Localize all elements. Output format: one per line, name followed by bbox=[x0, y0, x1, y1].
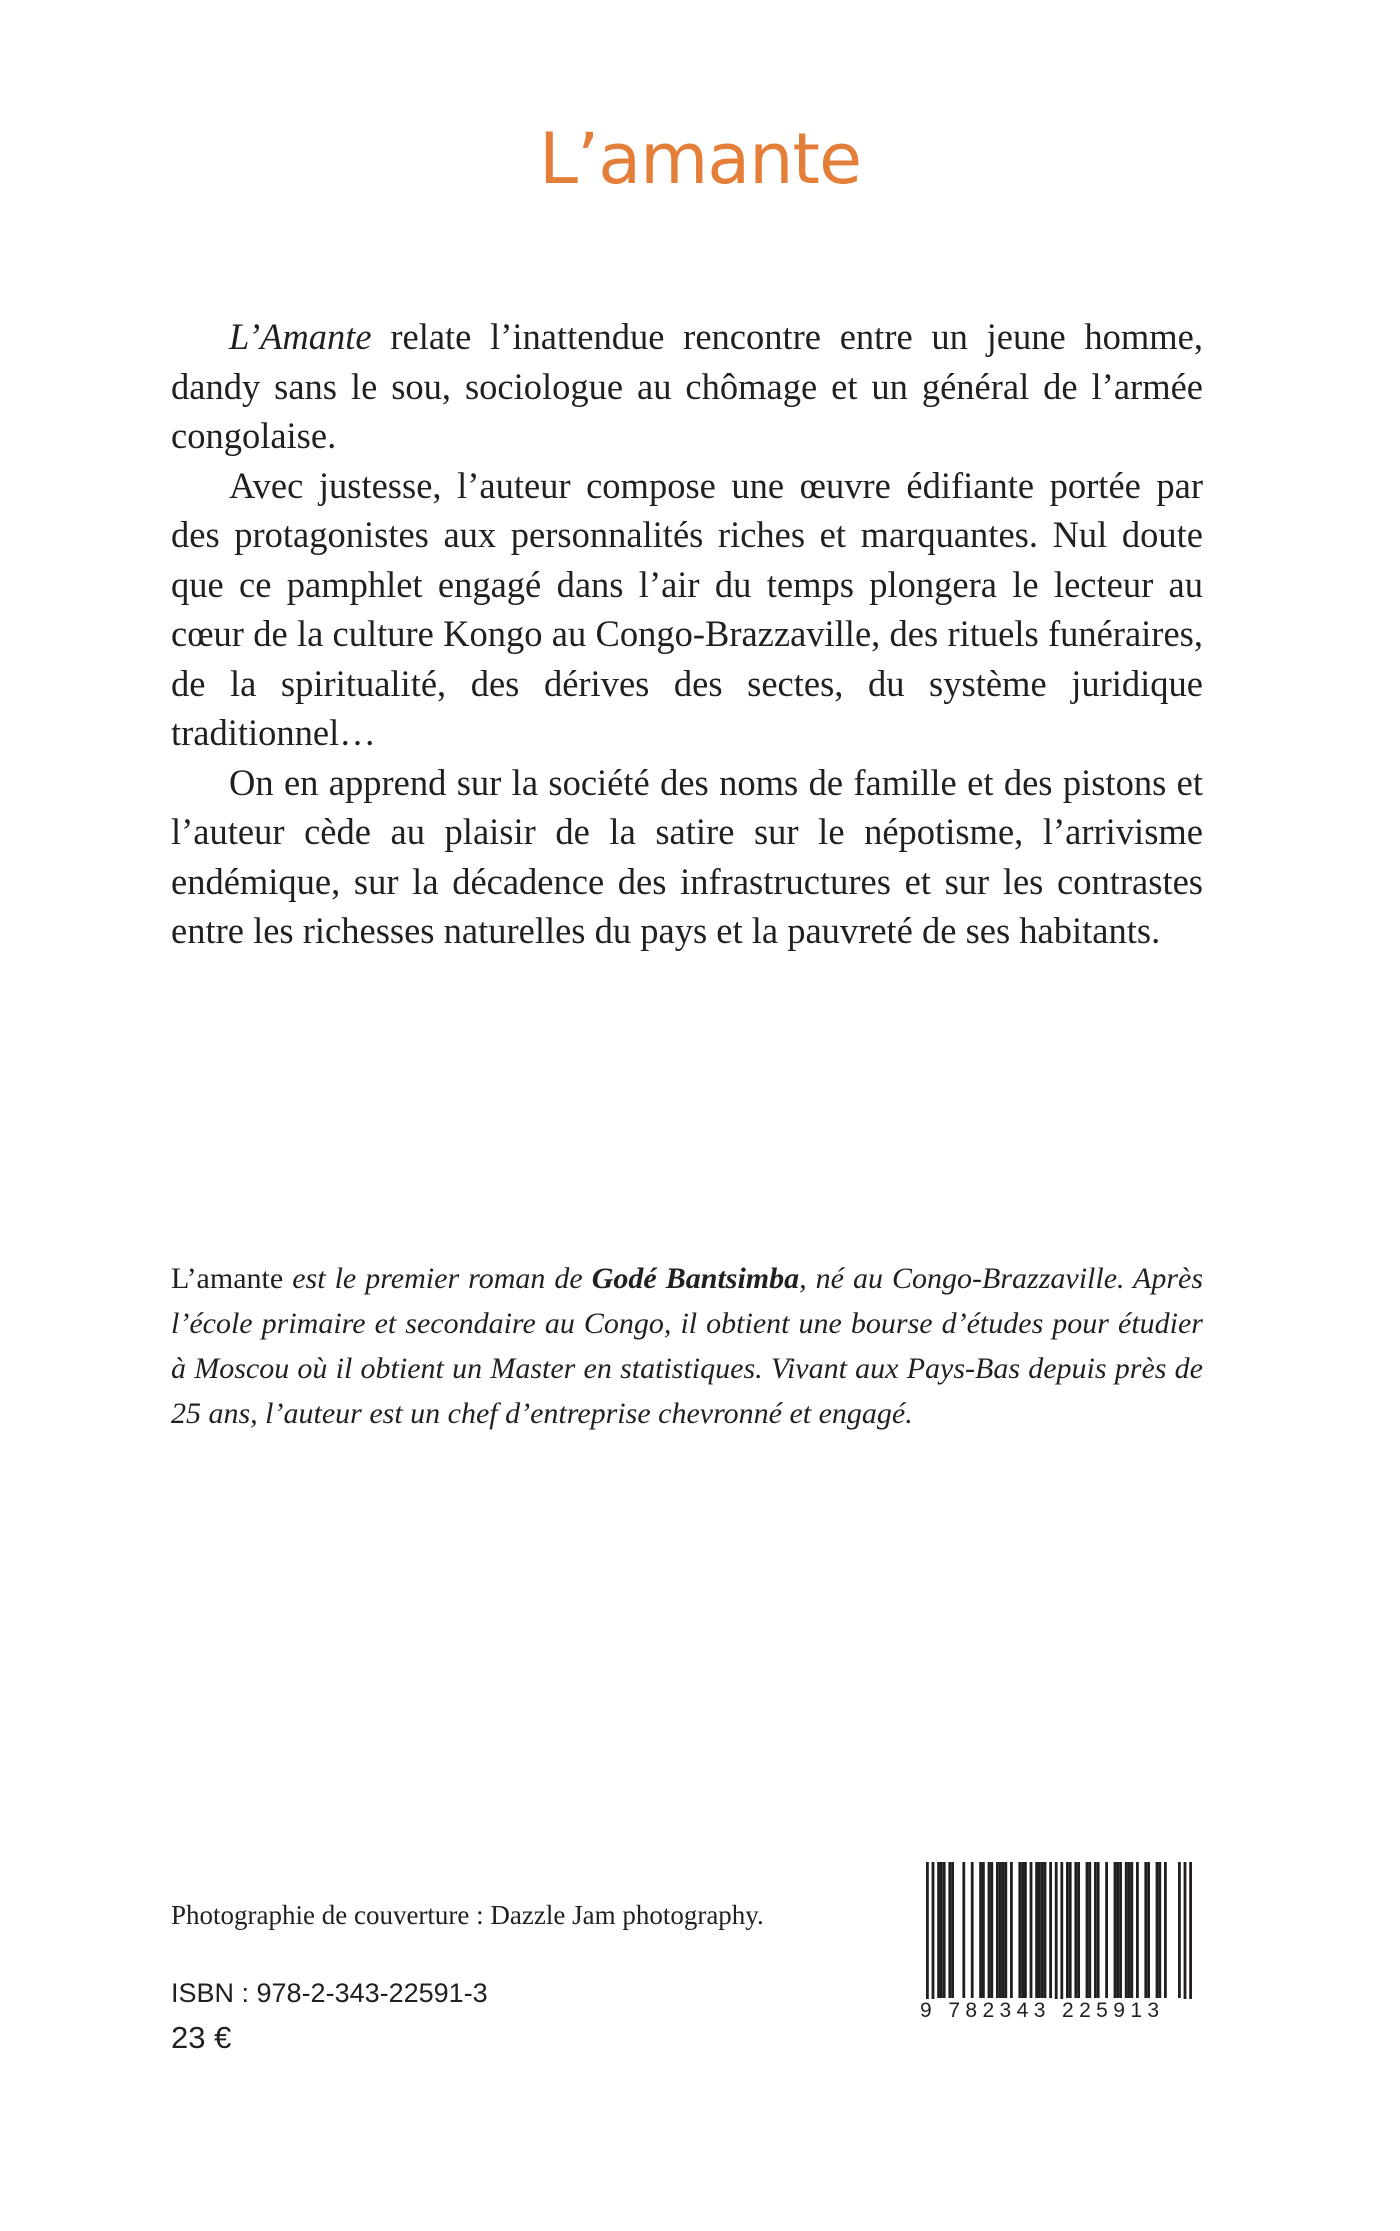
barcode-bar bbox=[971, 1862, 974, 1998]
author-bio-text-2: , né au Congo-Brazzaville. Après l’école primaire et secondaire au Congo, il obtient une bourse d’études pour étudier à Moscou où il obtient un Master en statistiques. Vivant aux Pays-Bas depuis près de 25 ans, l’auteur est un chef d’entreprise chevronné et engagé. bbox=[171, 1262, 1204, 1430]
author-bio-book-title: L’amante bbox=[171, 1262, 284, 1295]
barcode-bar bbox=[948, 1862, 951, 1998]
barcode-bar bbox=[1002, 1862, 1005, 1998]
summary-paragraph-1-text: relate l’inattendue rencontre entre un jeune homme, dandy sans le sou, sociologue au chômage et un général de l’armée congolaise. bbox=[171, 316, 1203, 456]
barcode-bar bbox=[1164, 1862, 1167, 1998]
author-name: Godé Bantsimba bbox=[591, 1262, 800, 1295]
book-title: L’amante bbox=[538, 118, 862, 200]
barcode-bar bbox=[1116, 1862, 1119, 1998]
barcode-bar bbox=[937, 1862, 940, 1998]
barcode bbox=[906, 1860, 1196, 2034]
barcode-bar bbox=[1178, 1862, 1181, 1998]
barcode-bar bbox=[1018, 1862, 1021, 1998]
barcode-guard-bar bbox=[932, 1862, 935, 2022]
barcode-bar bbox=[979, 1862, 982, 1998]
barcode-bar bbox=[962, 1862, 965, 1998]
barcode-bar bbox=[1097, 1862, 1100, 1998]
summary-paragraph-1 bbox=[171, 312, 1203, 461]
barcode-bar bbox=[1105, 1862, 1108, 1998]
isbn: ISBN : 978-2-343-22591-3 bbox=[171, 1978, 488, 2008]
barcode-bar bbox=[1128, 1862, 1131, 1998]
barcode-bar bbox=[943, 1862, 946, 1998]
barcode-digits: 9 782343 225913 bbox=[920, 1999, 1196, 2023]
summary-paragraph-3: On en apprend sur la société des noms de famille et des pistons et l’auteur cède au plaisir de la satire sur le népotisme, l’arrivisme endémique, sur la décadence des infrastructures et sur les contrastes entre les richesses naturelles du pays et la pauvreté de ses habitants. bbox=[171, 761, 1203, 951]
barcode-bar bbox=[1066, 1862, 1069, 1998]
author-bio bbox=[171, 1256, 1203, 1436]
barcode-bar bbox=[982, 1862, 985, 1998]
author-bio-text-1: est le premier roman de bbox=[283, 1262, 592, 1295]
barcode-bar bbox=[1049, 1862, 1052, 1998]
barcode-bar bbox=[1086, 1862, 1089, 1998]
barcode-bar bbox=[1010, 1862, 1013, 1998]
barcode-bar bbox=[1088, 1862, 1091, 1998]
barcode-bar bbox=[1069, 1862, 1072, 1998]
barcode-bar bbox=[1144, 1862, 1147, 1998]
barcode-bar bbox=[1004, 1862, 1007, 1998]
barcode-bar bbox=[1035, 1862, 1038, 1998]
barcode-bar bbox=[1074, 1862, 1077, 1998]
barcode-bar bbox=[990, 1862, 993, 1998]
barcode-bar bbox=[1021, 1862, 1024, 1998]
barcode-bar bbox=[999, 1862, 1002, 1998]
barcode-bar bbox=[951, 1862, 954, 1998]
barcode-bar bbox=[1156, 1862, 1159, 1998]
barcode-guard-bar bbox=[926, 1862, 929, 2022]
barcode-bar bbox=[1041, 1862, 1044, 1998]
barcode-guard-bar bbox=[1060, 1862, 1063, 2022]
barcode-bar bbox=[1094, 1862, 1097, 1998]
barcode-bar bbox=[988, 1862, 991, 1998]
barcode-bar bbox=[1114, 1862, 1117, 1998]
barcode-bar bbox=[1125, 1862, 1128, 1998]
barcode-bar bbox=[1136, 1862, 1139, 1998]
barcode-bar bbox=[996, 1862, 999, 1998]
barcode-guard-bar bbox=[1055, 1862, 1058, 2022]
barcode-bar bbox=[1030, 1862, 1033, 1998]
barcode-bar bbox=[1158, 1862, 1161, 1998]
barcode-bar bbox=[1038, 1862, 1041, 1998]
barcode-bar bbox=[940, 1862, 943, 1998]
barcode-bar bbox=[1044, 1862, 1047, 1998]
summary-paragraph-2: Avec justesse, l’auteur compose une œuvre édifiante portée par des protagonistes aux personnalités riches et marquantes. Nul doute que ce pamphlet engagé dans l’air du temps plongera le lecteur au cœur de la culture Kongo au Congo-Brazzaville, des rituels funéraires, de la spiritualité, des dérives des sectes, du système juridique traditionnel… bbox=[171, 464, 1203, 753]
book-summary bbox=[171, 312, 1203, 956]
barcode-bar bbox=[1077, 1862, 1080, 1998]
barcode-guard-bar bbox=[1184, 1862, 1187, 2022]
summary-book-title: L’Amante bbox=[229, 316, 372, 357]
photo-credit: Photographie de couverture : Dazzle Jam photography. bbox=[171, 1900, 764, 1930]
barcode-bar bbox=[1130, 1862, 1133, 1998]
barcode-bar bbox=[1147, 1862, 1150, 1998]
barcode-bar bbox=[1024, 1862, 1027, 1998]
barcode-guard-bar bbox=[1189, 1862, 1192, 2022]
barcode-bar bbox=[1119, 1862, 1122, 1998]
price: 23 € bbox=[171, 2020, 232, 2055]
